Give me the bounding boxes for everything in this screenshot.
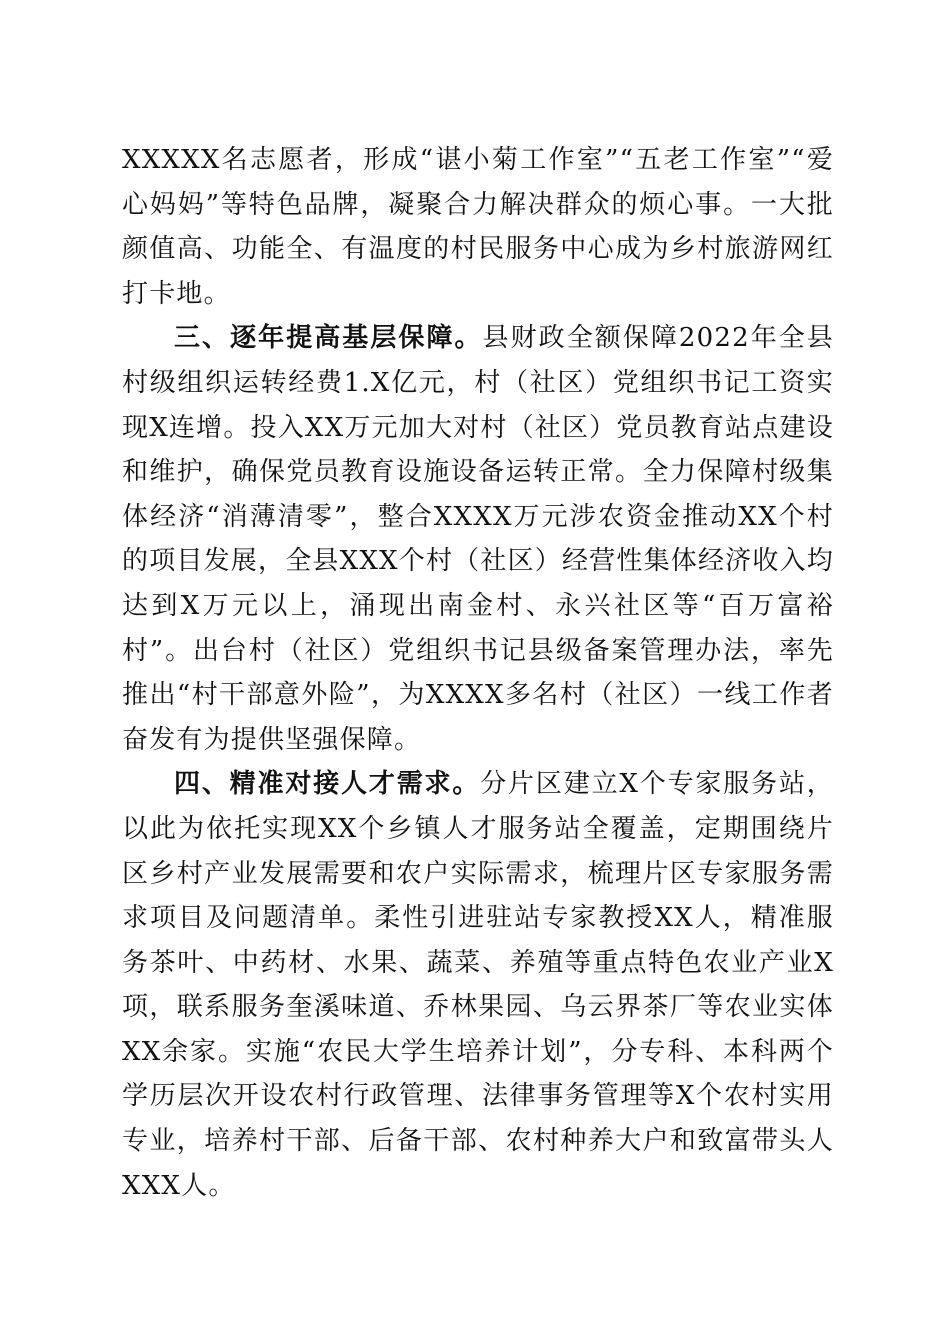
- paragraph-grassroots-guarantee: [122, 316, 834, 762]
- paragraph-volunteers: [122, 138, 834, 316]
- paragraph-body: 分片区建立X个专家服务站，以此为依托实现XX个乡镇人才服务站全覆盖，定期围绕片区乡村产业发展需要和农户实际需求，梳理片区专家服务需求项目及问题清单。柔性引进驻站专家教授XX人，精准服务茶叶、中药材、水果、蔬菜、养殖等重点特色农业产业X项，联系服务奎溪味道、乔林果园、乌云界茶厂等农业实体XX余家。实施“农民大学生培养计划”，分专科、本科两个学历层次开设农村行政管理、法律事务管理等X个农村实用专业，培养村干部、后备干部、农村种养大户和致富带头人XXX人。: [122, 769, 834, 1201]
- section-heading: 四、精准对接人才需求。: [174, 769, 481, 800]
- section-heading: 三、逐年提高基层保障。: [174, 323, 483, 354]
- paragraph-body: XXXXX名志愿者，形成“谌小菊工作室”“五老工作室”“爱心妈妈”等特色品牌，凝聚合力解决群众的烦心事。一大批颜值高、功能全、有温度的村民服务中心成为乡村旅游网红打卡地。: [122, 145, 834, 309]
- document-page: [122, 138, 834, 1208]
- paragraph-talent-demand: [122, 762, 834, 1208]
- paragraph-body: 县财政全额保障2022年全县村级组织运转经费1.X亿元，村（社区）党组织书记工资实现X连增。投入XX万元加大对村（社区）党员教育站点建设和维护，确保党员教育设施设备运转正常。全力保障村级集体经济“消薄清零”，整合XXXX万元涉农资金推动XX个村的项目发展，全县XXX个村（社区）经营性集体经济收入均达到X万元以上，涌现出南金村、永兴社区等“百万富裕村”。出台村（社区）党组织书记县级备案管理办法，率先推出“村干部意外险”，为XXXX多名村（社区）一线工作者奋发有为提供坚强保障。: [122, 323, 835, 755]
